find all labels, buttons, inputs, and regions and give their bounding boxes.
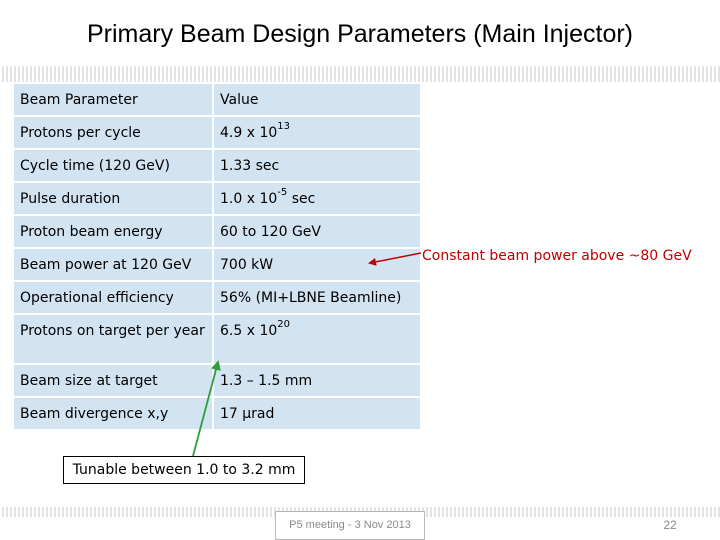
param-cell: Protons on target per year (13, 314, 213, 364)
param-cell: Cycle time (120 GeV) (13, 149, 213, 182)
param-cell: Beam size at target (13, 364, 213, 397)
param-cell: Proton beam energy (13, 215, 213, 248)
value-cell: 56% (MI+LBNE Beamline) (213, 281, 421, 314)
beam-size-annotation-box: Tunable between 1.0 to 3.2 mm (63, 456, 305, 484)
value-cell: 60 to 120 GeV (213, 215, 421, 248)
value-cell: 1.3 – 1.5 mm (213, 364, 421, 397)
value-exponent: 20 (277, 319, 290, 331)
beam-power-annotation: Constant beam power above ~80 GeV (422, 248, 692, 264)
param-cell: Pulse duration (13, 182, 213, 215)
param-cell: Operational efficiency (13, 281, 213, 314)
value-text: 4.9 x 10 (220, 125, 278, 141)
page-number: 22 (663, 518, 677, 532)
column-header-value: Value (213, 83, 421, 116)
column-header-parameter: Beam Parameter (13, 83, 213, 116)
value-cell: 700 kW (213, 248, 421, 281)
red-arrow (370, 253, 421, 263)
value-cell: 17 μrad (213, 397, 421, 430)
param-cell: Protons per cycle (13, 116, 213, 149)
footer-label: P5 meeting - 3 Nov 2013 (275, 511, 425, 540)
param-cell: Beam divergence x,y (13, 397, 213, 430)
green-arrow (193, 362, 218, 456)
param-cell: Beam power at 120 GeV (13, 248, 213, 281)
value-cell: 1.33 sec (213, 149, 421, 182)
value-text: 6.5 x 10 (220, 323, 278, 339)
value-text: 1.0 x 10 (220, 191, 278, 207)
value-exponent: 13 (277, 121, 290, 133)
slide-title: Primary Beam Design Parameters (Main Injector) (87, 20, 633, 48)
value-suffix: sec (287, 191, 316, 207)
value-exponent: -5 (277, 187, 288, 199)
